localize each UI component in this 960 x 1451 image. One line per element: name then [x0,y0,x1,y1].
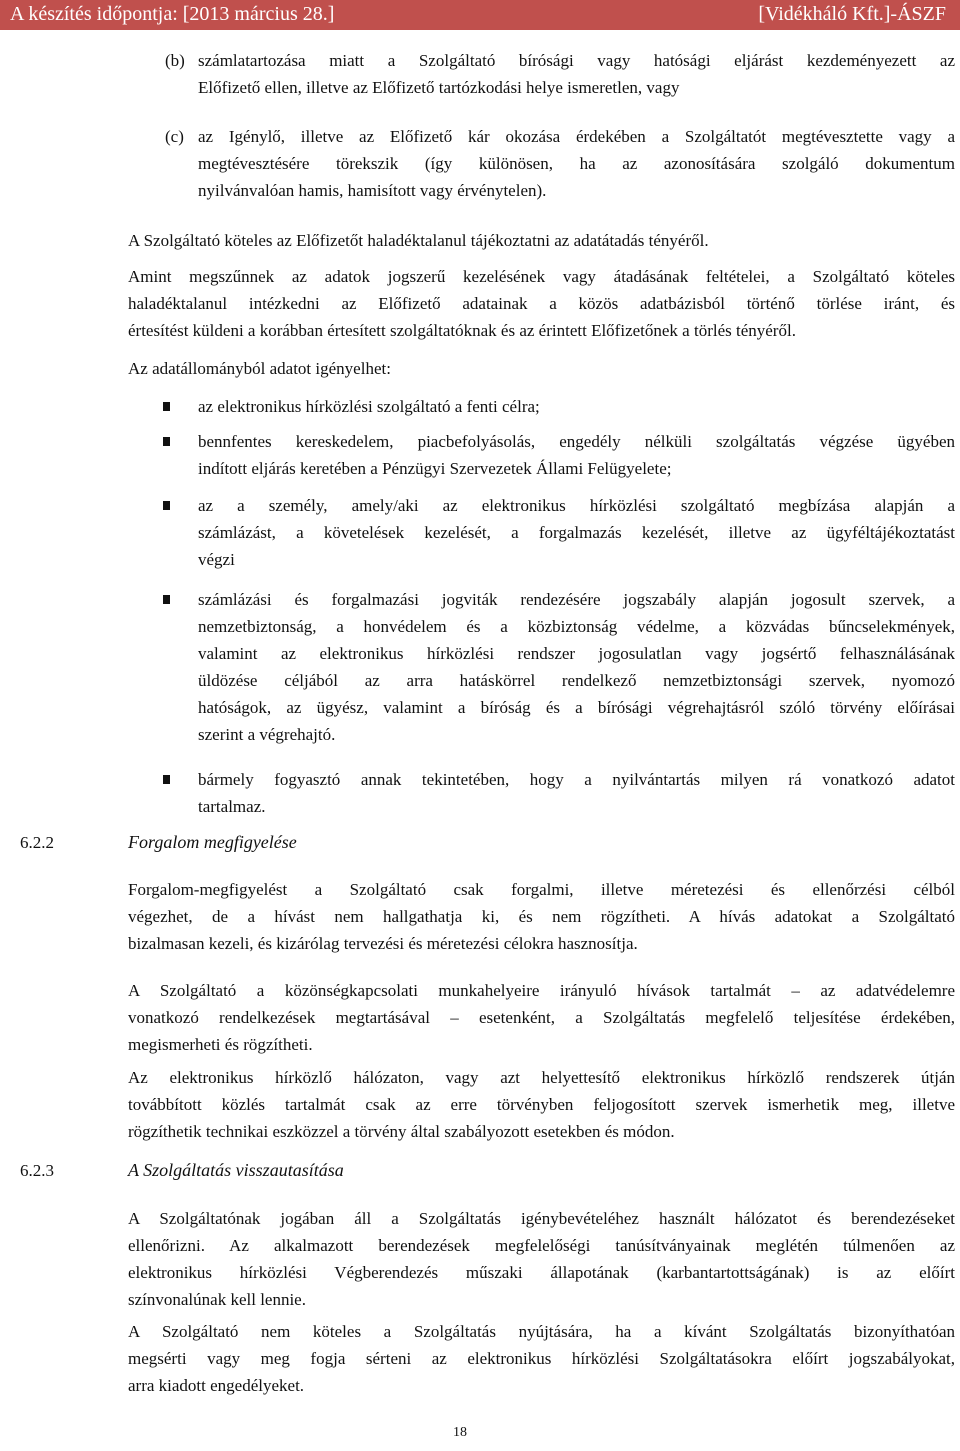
text-line: bizalmasan kezeli, és kizárólag tervezési és méretezési célokra hasznosítja. [128,934,638,953]
header-date: A készítés időpontja: [2013 március 28.] [10,3,335,25]
text-line: rögzíthetik technikai eszközzel a törvény által szabályozott esetekben és módon. [128,1122,675,1141]
text-line: indított eljárás keretében a Pénzügyi Szervezetek Állami Felügyelete; [198,459,672,478]
paragraph [128,1064,955,1145]
text-line: valamint az elektronikus hírközlési rendszer jogosulatlan vagy jogsértő felhasználásának [198,644,955,663]
item-b-label: (b) [165,51,185,70]
text-line: haladéktalanul intézkedni az Előfizető adatainak a közös adatbázisból történő törlése iránt, és [128,294,955,313]
text-line: nyilvánvalóan hamis, hamisított vagy érvénytelen). [198,181,547,200]
notify-paragraph: A Szolgáltató köteles az Előfizetőt haladéktalanul tájékoztatni az adatátadás tényéről. [128,231,709,250]
section-number: 6.2.3 [20,1161,54,1180]
text-line: Előfizető ellen, illetve az Előfizető tartózkodási helye ismeretlen, vagy [198,78,680,97]
text-line: továbbított közlés tartalmát csak az erre törvényben feljogosított szervek ismerhetik meg, illetve [128,1095,955,1114]
bullet-marker [163,595,170,604]
bullet-item [198,428,955,482]
text-line: színvonalúnak kell lennie. [128,1290,306,1309]
paragraph [128,977,955,1058]
section-title: Forgalom megfigyelése [128,832,297,852]
text-line: megismerheti és rögzítheti. [128,1035,313,1054]
text-line: A Szolgáltató nem köteles a Szolgáltatás nyújtására, ha a kívánt Szolgáltatás bizonyíthatóan [128,1322,955,1341]
text-line: számlázást, a követelések kezelését, a forgalmazás kezelését, illetve az ügyféltájékoztatást [198,523,955,542]
header-company: [Vidékháló Kft.]-ÁSZF [758,3,946,25]
bullet-item [198,393,955,420]
text-line: elektronikus hírközlési Végberendezés műszaki állapotának (karbantartottságának) is az előírt [128,1263,955,1282]
text-line: bennfentes kereskedelem, piacbefolyásolás, engedély nélküli szolgáltatás végzése ügyében [198,432,955,451]
paragraph [128,1205,955,1313]
section-number: 6.2.2 [20,833,54,852]
bullet-item [198,766,955,820]
page-header [0,0,960,30]
paragraph [128,1318,955,1399]
item-c-label: (c) [165,127,184,146]
bullet-item [198,586,955,748]
bullet-marker [163,501,170,510]
text-line: szerint a végrehajtó. [198,725,336,744]
text-line: Amint megszűnnek az adatok jogszerű kezelésének vagy átadásának feltételei, a Szolgáltató köteles [128,267,955,286]
text-line: az a személy, amely/aki az elektronikus hírközlési szolgáltató megbízása alapján a [198,496,955,515]
text-line: Az elektronikus hírközlő hálózaton, vagy azt helyettesítő elektronikus hírközlő rendszerek útján [128,1068,955,1087]
item-c-text [198,123,955,204]
text-line: bármely fogyasztó annak tekintetében, hogy a nyilvántartás milyen rá vonatkozó adatot [198,770,955,789]
text-line: végezhet, de a hívást nem hallgathatja ki, és nem rögzítheti. A hívás adatokat a Szolgáltató [128,907,955,926]
text-line: hatóságok, az ügyész, valamint a bíróság és a bírósági végrehajtásról szóló törvény előírásai [198,698,955,717]
text-line: az elektronikus hírközlési szolgáltató a fenti célra; [198,397,540,416]
bullet-marker [163,402,170,411]
text-line: végzi [198,550,235,569]
request-intro: Az adatállományból adatot igényelhet: [128,359,391,378]
paragraph [128,876,955,957]
page-number: 18 [453,1425,467,1440]
bullet-item [198,492,955,573]
bullet-marker [163,437,170,446]
text-line: üldözése céljából az arra hatáskörrel rendelkező nemzetbiztonsági szervek, nyomozó [198,671,955,690]
text-line: értesítést küldeni a korábban értesített szolgáltatóknak és az érintett Előfizetőnek a törlés tényéről. [128,321,796,340]
text-line: megsérti vagy meg fogja sérteni az elektronikus hírközlési Szolgáltatásokra előírt jogszabályokat, [128,1349,955,1368]
text-line: tartalmaz. [198,797,266,816]
text-line: számlatartozása miatt a Szolgáltató bírósági vagy hatósági eljárást kezdeményezett az [198,51,955,70]
text-line: megtévesztésére törekszik (így különösen, ha az azonosítására szolgáló dokumentum [198,154,955,173]
text-line: A Szolgáltatónak jogában áll a Szolgáltatás igénybevételéhez használt hálózatot és berendezéseket [128,1209,955,1228]
section-title: A Szolgáltatás visszautasítása [128,1160,344,1180]
text-line: az Igénylő, illetve az Előfizető kár okozása érdekében a Szolgáltatót megtévesztette vagy a [198,127,955,146]
item-b-text [198,47,955,101]
text-line: számlázási és forgalmazási jogviták rendezésére jogszabály alapján jogosult szervek, a [198,590,955,609]
text-line: nemzetbiztonság, a honvédelem és a közbiztonság védelme, a közvádas bűncselekmények, [198,617,955,636]
text-line: Forgalom-megfigyelést a Szolgáltató csak forgalmi, illetve méretezési és ellenőrzési célból [128,880,955,899]
text-line: vonatkozó rendelkezések megtartásával – esetenként, a Szolgáltatás megfelelő teljesítése érdekében, [128,1008,955,1027]
text-line: A Szolgáltató a közönségkapcsolati munkahelyeire irányuló hívások tartalmát – az adatvédelemre [128,981,955,1000]
text-line: ellenőrizni. Az alkalmazott berendezések megfelelőségi tanúsítványainak meglétén túlmenően az [128,1236,955,1255]
text-line: arra kiadott engedélyeket. [128,1376,305,1395]
deletion-paragraph [128,263,955,344]
bullet-marker [163,775,170,784]
